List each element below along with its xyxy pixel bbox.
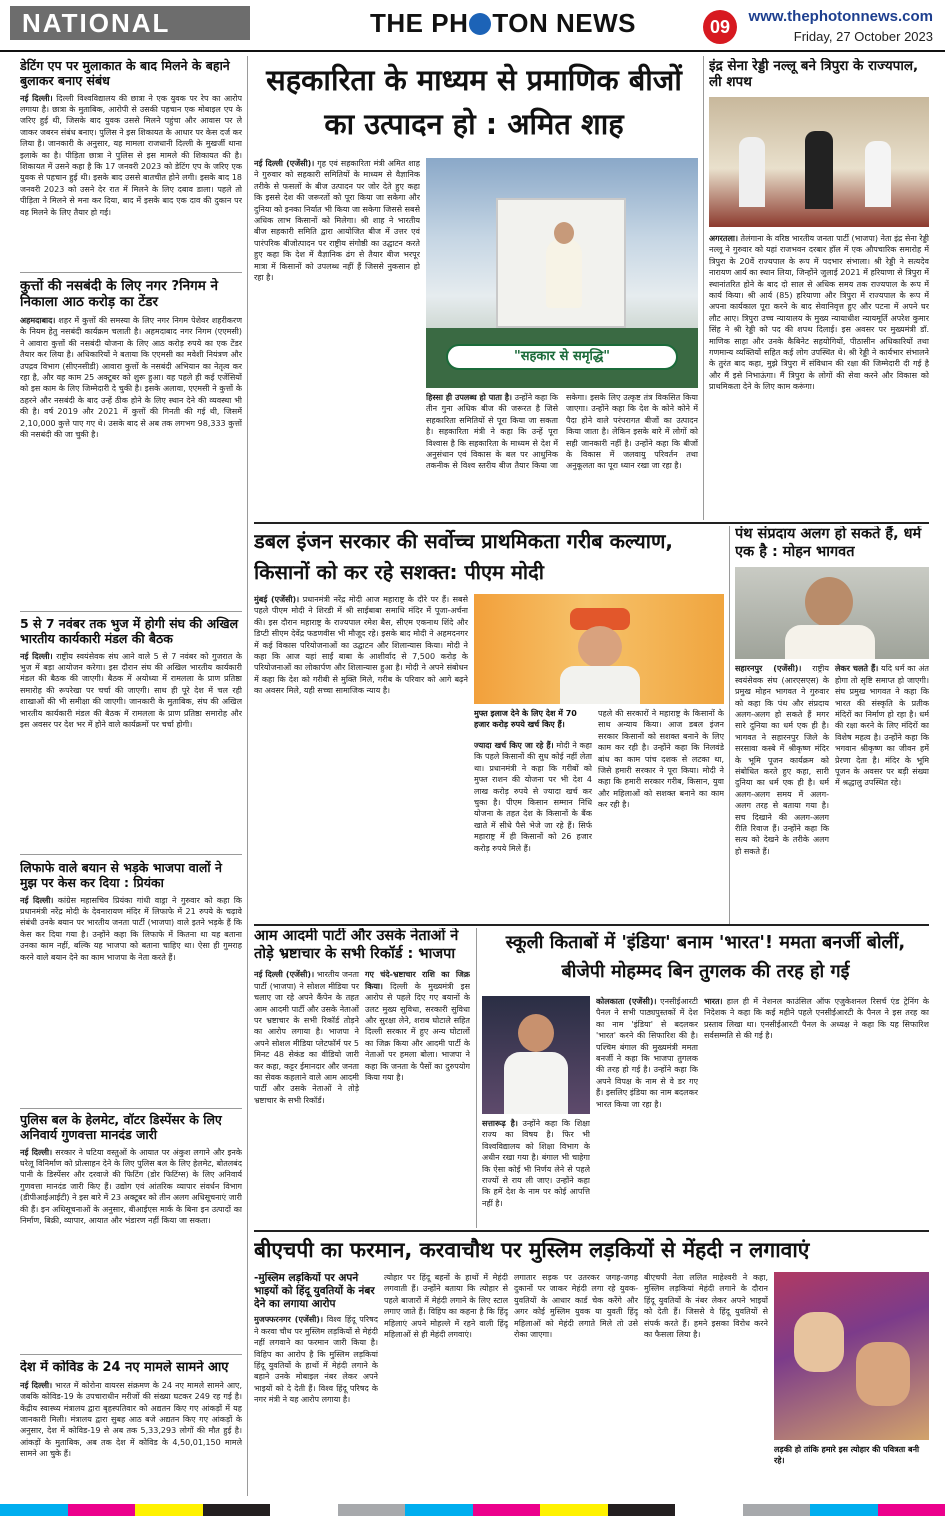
dateline: नई दिल्ली। (20, 651, 53, 661)
color-chip (68, 1504, 136, 1516)
headline: लिफाफे वाले बयान से भड़के भाजपा वालों ने मुझ पर केस कर दिया : प्रियंका (20, 860, 222, 891)
story-body-2: लेकर चलते हैं। यदि धर्म का अंत होगा तो सृष्टि समाप्त हो जाएगी। संघ प्रमुख भागवत ने कहा कि भारत की संस्कृति के प्रतीक मंदिरों का निर्माण हो रहा है। धर्म की रक्षा करने के लिए मंदिरों का विशेष महत्व है। उन्होंने कहा कि भगवान श्रीकृष्ण का जीवन हमें प्रेरणा देता है। मंदिर के भूमि पूजन के अवसर पर बड़ी संख्या में श्रद्धालु उपस्थित रहे। (835, 664, 929, 788)
dateline: मुजफ्फरनगर (एजेंसी)। (254, 1315, 323, 1325)
stage-banner: "सहकार से समृद्धि" (446, 344, 678, 370)
modi-headline (254, 526, 724, 590)
color-chip (405, 1504, 473, 1516)
headline: स्कूली किताबों में 'इंडिया' बनाम 'भारत'! ममता बनर्जी बोलीं, बीजेपी मोहम्मद बिन तुगलक की तरह हो गई (505, 932, 906, 982)
headline: कुत्तों की नसबंदी के लिए नगर ?निगम ने निकाला आठ करोड़ का टेंडर (20, 278, 219, 311)
story-body: नई दिल्ली। सरकार ने घटिया वस्तुओं के आयात पर अंकुश लगाने और इनके घरेलू विनिर्माण को प्रोत्साहन देने के लिए पुलिस बल के लिए हेलमेट, बोतलबंद पानी के डिस्पेंसर और दरवाजे की फिटिंग (डोर फिटिंग्स) के लिए अनिवार्य गुणवत्ता मानदंड जारी किए हैं। उद्योग एवं आंतरिक व्यापार संवर्धन विभाग (डीपीआईआईटी) ने इस बारे में 23 अक्टूबर को तीन अलग अधिसूचनाएं जारी की हैं। इन अधिसूचनाओं के अनुसार, बीआईएस मार्क के बिना इन उत्पादों का निर्माण, बिक्री, व्यापार, आयात और भंडारण नहीं किया जा सकता। (20, 1147, 242, 1225)
dateline: हिस्सा ही उपलब्ध हो पाता है। (426, 393, 513, 402)
color-chip (810, 1504, 878, 1516)
logo-text: THE PH (370, 8, 469, 38)
story-body: बीएचपी नेता ललित माहेश्वरी ने कहा, मुस्लिम लड़कियां मेहंदी लगाने के दौरान हिंदू युवतियों के नंबर लेकर अपने भाइयों को देती हैं। जिससे वे हिंदू युवतियों से संपर्क करते हैं। हमने इसका विरोध करने का फैसला लिया है। (644, 1273, 768, 1340)
headline: इंद्र सेना रेड्डी नल्लू बने त्रिपुरा के राज्यपाल, ली शपथ (709, 58, 919, 91)
dateline: गए चंदे-भ्रष्टाचार राशि का जिक्र किया। (365, 970, 470, 991)
story-body: नई दिल्ली। भारत में कोरोना वायरस संक्रमण के 24 नए मामले सामने आए, जबकि कोविड-19 के उपचाराधीन मरीजों की संख्या घटकर 249 रह गई है। केंद्रीय स्वास्थ्य मंत्रालय द्वारा बृहस्पतिवार को अद्यतन किए गए आंकड़ों में यह जानकारी मिली। मंत्रालय द्वारा सुबह आठ बजे अद्यतन किए गए आंकड़ों के अनुसार, देश में कोविड-19 से अब तक 5,33,293 लोगों की मौत हुई है। आंकड़ों के मुताबिक, अब तक देश में कोविड के 4,50,01,150 मामले सामने आ चुके हैं। (20, 1380, 242, 1459)
story-body: पहले की सरकारों ने महाराष्ट्र के किसानों के साथ अन्याय किया। आज डबल इंजन सरकार किसानों को सशक्त बनाने के लिए काम कर रही है। उन्होंने कहा कि निलवंडे बांध का काम पांच दशक से लटका था, जिसे हमारी सरकार ने पूरा किया। मोदी ने कहा कि हमारी सरकार गरीब, किसान, युवा और महिलाओं को सशक्त बनाने का काम कर रही है। (598, 709, 724, 810)
story-body: सत्तारूढ़ है। उन्होंने कहा कि शिक्षा राज्य का विषय है। फिर भी विश्वविद्यालय को शिक्षा विभाग के अधीन रखा गया है। बंगाल भी चाहेगा कि ऐसा कोई भी निर्णय लेने से पहले राज्यों से राय ली जाए। उन्होंने कहा कि हमें देश के नाम पर कोई आपत्ति नहीं है। (482, 1119, 590, 1208)
lead-body-left (254, 158, 420, 520)
left-story-6 (20, 1360, 242, 1496)
headline: बीएचपी का फरमान, करवाचौथ पर मुस्लिम लड़कियों से मेंहदी न लगावाएं (254, 1238, 810, 1262)
color-chip (878, 1504, 945, 1516)
color-registration-bar (0, 1504, 945, 1516)
page-number: 09 (703, 10, 737, 44)
mamata-headline (482, 928, 929, 990)
headline: देश में कोविड के 24 नए मामले सामने आए (20, 1360, 229, 1375)
story-body: नई दिल्ली। राष्ट्रीय स्वयंसेवक संघ आने वाले 5 से 7 नवंबर को गुजरात के भुज में बड़ा आयोजन करेगा। इस दौरान संघ की अखिल भारतीय कार्यकारी मंडल की बैठक की जाएगी। बैठक में अयोध्या में रामलला के प्राण प्रतिष्ठा समारोह की रूपरेखा पर चर्चा की जाएगी। साथ ही पूरे देश में चल रही शाखाओं की भी समीक्षा की जाएगी। जानकारी के मुताबिक, संघ की अखिल भारतीय कार्यकारी मंडल की बैठक में रामलला के प्राण प्रतिष्ठा समारोह और इस अवसर पर देश भर में होने वाले कार्यक्रमों पर चर्चा होगी। (20, 651, 242, 729)
masthead (0, 0, 945, 52)
headline: पंथ संप्रदाय अलग हो सकते हैं, धर्म एक है : मोहन भागवत (735, 526, 922, 560)
dateline: भारत। (704, 997, 723, 1006)
left-story-3 (20, 616, 242, 852)
dateline: सहारनपुर (एजेंसी)। (735, 664, 802, 674)
modi-body-left (254, 594, 468, 920)
color-chip (0, 1504, 68, 1516)
story-body: भारत। हाल ही में नेशनल काउंसिल ऑफ एजुकेशनल रिसर्च एंड ट्रेनिंग के निदेशक ने कहा कि कई महीने पहले एनसीईआरटी के पैनल ने इस तरह का प्रस्ताव लिखा था। एनसीईआरटी पैनल के अध्यक्ष ने कहा कि यह सिफारिश सर्वसम्मति से की गई है। (704, 997, 929, 1041)
color-chip (135, 1504, 203, 1516)
aap-story (254, 928, 470, 1228)
modi-photo (474, 594, 724, 704)
color-chip (338, 1504, 406, 1516)
vhp-col-3 (514, 1272, 638, 1496)
bhagwat-story (735, 526, 929, 922)
lead-body-right (426, 392, 698, 520)
dateline: मुंबई (एजेंसी)। (254, 595, 300, 604)
dateline: नई दिल्ली। (20, 1147, 53, 1157)
story-body: नई दिल्ली। कांग्रेस महासचिव प्रियंका गांधी वाड्रा ने गुरुवार को कहा कि प्रधानमंत्री नरेंद्र मोदी के देवनारायण मंदिर में लिफाफे में 21 रुपये के चढ़ावे संबंधी उनके बयान पर भारतीय जनता पार्टी (भाजपा) वाले इतने भड़के हैं कि केस कर दिया गया है। उन्होंने कहा कि लिफाफे में कितना था यह बताना उनका काम नहीं, बल्कि यह भाजपा को बताना चाहिए था। ऐसा ही गुमराह करने वाले बयान देने का काम भाजपा के नेता करते हैं। (20, 895, 242, 962)
left-story-2 (20, 278, 242, 608)
color-chip (540, 1504, 608, 1516)
color-chip (743, 1504, 811, 1516)
color-chip (203, 1504, 271, 1516)
issue-date: Friday, 27 October 2023 (793, 29, 933, 44)
story-body: मुजफ्फरनगर (एजेंसी)। विश्व हिंदू परिषद ने करवा चौथ पर मुस्लिम लड़कियों से मेहंदी नहीं लगवाने का फरमान जारी किया है। विहिप का आरोप है कि मुस्लिम लड़कियां हिंदू युवतियों के हाथों में मेहंदी लगाने के बहाने उनके मोबाइल नंबर लेकर अपने भाइयों को दे देती हैं। विश्व हिंदू परिषद के नगर मंत्री ने यह आरोप लगाया है। (254, 1315, 378, 1405)
story-body: अहमदाबाद। शहर में कुत्तों की समस्या के लिए नगर निगम पेशेवर शहरीकरण के नियम हेतु नसबंदी कार्यक्रम चलाती है। अहमदाबाद नगर निगम (एएमसी) ने आवारा कुत्तों की नसबंदी योजना के लिए आठ करोड़ रुपये का एक टेंडर तैयार कर लिया है। अधिकारियों ने बताया कि एएमसी का मवेशी नियंत्रण और उपद्रव विभाग (सीएनसीडी) आवारा कुत्तों के नसबंदी अभियान का नेतृत्व कर रहा है, और वह काम 25 अक्टूबर को शुरू हुआ। वह पहले ही कई एजेंसियों को इस काम के लिए जिम्मेदारी दे चुकी है। इसके अलावा, एएमसी ने कुत्तों के ठहरने और नसबंदी के बाद उन्हें ठीक होने के लिए स्थान देने की व्यवस्था भी की है। वर्ष 2019 और 2021 में कुत्तों की गिनती की गई थी, जिसमें 2,10,000 कुत्ते पाए गए थे। उसके बाद से अब तक लगभग 98,333 कुत्तों की नसबंदी की जा चुकी है। (20, 315, 242, 439)
story-body: ज्यादा खर्च किए जा रहे हैं। मोदी ने कहा कि पहले किसानों की सुध कोई नहीं लेता था। प्रधानमंत्री ने कहा कि गरीबों को मुफ्त राशन की योजना पर भी देश 4 लाख करोड़ रुपये से ज्यादा खर्च कर चुका है। पीएम किसान सम्मान निधि योजना के तहत देश के किसानों के बैंक खाते में सीधे पैसे भेजे जा रहे हैं। सिर्फ महाराष्ट्र में ही किसानों को 26 हजार करोड़ रुपये मिले हैं। (474, 741, 592, 853)
dateline: सत्तारूढ़ है। (482, 1119, 518, 1128)
headline: डेटिंग एप पर मुलाकात के बाद मिलने के बहाने बुलाकर बनाए संबंध (20, 58, 230, 89)
color-chip (675, 1504, 743, 1516)
dateline: अगरतला। (709, 233, 738, 243)
story-body: लगातार सड़क पर उतरकर जगह-जगह दुकानों पर जाकर मेहंदी लगा रहे युवक-युवतियों के आधार कार्ड चेक करेंगे और अगर कोई मुस्लिम युवक या युवती हिंदू महिलाओं को मेहंदी लगाते मिले तो उसे रोका जाएगा। (514, 1273, 638, 1340)
vhp-col-4 (644, 1272, 768, 1496)
bhagwat-photo (735, 567, 929, 659)
dateline: कोलकाता (एजेंसी)। (596, 997, 657, 1006)
story-body: नई दिल्ली (एजेंसी)। भारतीय जनता पार्टी (भाजपा) ने सोशल मीडिया पर चलाए जा रहे अपने कैंपेन के तहत आम आदमी पार्टी और उसके नेताओं पर भ्रष्टाचार के सभी रिकॉर्ड तोड़ने का आरोप लगाया है। भाजपा ने अपने सोशल मीडिया प्लेटफॉर्म पर 5 मिनट 48 सेकंड का वीडियो जारी कर कहा, कट्टर ईमानदार और जनता का सेवक कहलाने वाले आम आदमी पार्टी और उसके नेताओं ने तोड़े भ्रष्टाचार के सभी रिकॉर्ड। (254, 970, 359, 1105)
mamata-body-middle (482, 1118, 590, 1224)
color-chip (608, 1504, 676, 1516)
website-link[interactable]: www.thephotonnews.com (748, 8, 933, 25)
story-body: नई दिल्ली (एजेंसी)। गृह एवं सहकारिता मंत्री अमित शाह ने गुरुवार को सहकारी समितियों के माध्यम से वैज्ञानिक तरीके से फसलों के बीज उत्पादन पर जोर देते हुए कहा कि इससे देश की जरूरतों को पूरा किया जा सकेगा और दुनिया को इनका निर्यात भी किया जा सकेगा जिससे सबसे अधिक लाभ किसानों को मिलेगा। श्री शाह ने भारतीय बीज सहकारी समिति द्वारा आयोजित बीज में उत्तर एवं पारंपरिक बीजोत्पादन पर राष्ट्रीय संगोष्ठी का उद्घाटन करते हुए कहा कि देश में वैज्ञानिक ढंग से तैयार बीज भरपूर मात्रा में किसानों को उपलब्ध नहीं हैं जिससे नुकसान हो रहा है। (254, 159, 420, 283)
vhp-photo-caption (774, 1444, 929, 1496)
dateline: अहमदाबाद। (20, 315, 56, 325)
color-chip (270, 1504, 338, 1516)
story-body: मुंबई (एजेंसी)। प्रधानमंत्री नरेंद्र मोदी आज महाराष्ट्र के दौरे पर हैं। सबसे पहले पीएम मोदी ने शिरडी में श्री साईबाबा समाधि मंदिर में पूजा-अर्चना की। इस दौरान महाराष्ट्र के राज्यपाल रमेश बैस, सीएम एकनाथ शिंदे और डिप्टी सीएम देवेंद्र फडणवीस भी मौजूद रहे। इसके बाद मोदी ने अहमदनगर में कई विकास परियोजनाओं का उद्घाटन और शिलान्यास किया। मोदी ने कहा कि आज यहां साईं बाबा के आशीर्वाद से 7,500 करोड़ के परियोजनाओं का लोकार्पण और शिलान्यास हुआ है। मोदी ने अपने संबोधन में कहा कि देश को गरीबी से मुक्ति मिले, गरीब के परिवार को आगे बढ़ने का अवसर मिले, यही सच्चा सामाजिक न्याय है। (254, 595, 468, 696)
lead-photo (426, 158, 698, 388)
headline: डबल इंजन सरकार की सर्वोच्च प्राथमिकता गरीब कल्याण, किसानों को कर रहे सशक्त: पीएम मोदी (254, 529, 673, 584)
dateline: नई दिल्ली (एजेंसी)। (254, 970, 315, 980)
subheadline: -मुस्लिम लड़कियों पर अपने भाइयों को हिंदू युवतियों के नंबर देने का लगाया आरोप (254, 1272, 375, 1310)
story-body: कोलकाता (एजेंसी)। एनसीईआरटी पैनल ने सभी पाठ्यपुस्तकों में देश का नाम 'इंडिया' से बदलकर 'भारत' करने की सिफारिश की है। पश्चिम बंगाल की मुख्यमंत्री ममता बनर्जी ने कहा कि भाजपा तुगलक की तरह हो गई है। उन्होंने कहा कि अपने विपक्ष के नाम से वे डर गए हैं। इसलिए इंडिया का नाम बदलकर भारत किया जा रहा है। (596, 997, 698, 1109)
modi-body-middle (474, 740, 592, 920)
mamata-body-right (704, 996, 929, 1224)
governor-photo (709, 97, 929, 227)
vhp-photo (774, 1272, 929, 1440)
left-story-1 (20, 58, 242, 270)
dateline: लेकर चलते हैं। (835, 664, 879, 674)
dateline: ज्यादा खर्च किए जा रहे हैं। (474, 741, 554, 750)
dateline: नई दिल्ली। (20, 895, 54, 905)
dateline: नई दिल्ली (एजेंसी)। (254, 159, 315, 168)
vhp-col-2 (384, 1272, 508, 1496)
story-body: अगरतला। तेलंगाना के वरिष्ठ भारतीय जनता पार्टी (भाजपा) नेता इंद्र सेना रेड्डी नल्लू ने गुरुवार को यहां राजभवन दरबार हॉल में एक औपचारिक समारोह में त्रिपुरा के 20वें राज्यपाल के रूप में पदभार संभाला। श्री रेड्डी ने सत्यदेव नारायण आर्य का स्थान लिया, जिन्होंने जुलाई 2021 में हरियाणा से त्रिपुरा में स्थानांतरित होने के बाद दो साल से अधिक समय तक राज्यपाल के रूप में कार्य किया। श्री आर्य (85) हरियाणा और त्रिपुरा में राज्यपाल के रूप में अपना कार्यकाल पूरा करने के बाद सेवानिवृत्त हुए और पटना में अपने घर लौट आए। त्रिपुरा उच्च न्यायालय के मुख्य न्यायाधीश न्यायमूर्ति अपरेश कुमार सिंह ने श्री रेड्डी को पद की शपथ दिलाई। इस अवसर पर मुख्यमंत्री डॉ. माणिक साहा और उनके कैबिनेट सहयोगियों, पीठासीन अधिकारियों तथा गणमान्य व्यक्तियों सहित कई लोग उपस्थित थे। श्री रेड्डी ने कार्यभार संभालने के तुरंत बाद कहा, मुझे त्रिपुरा में संविधान की रक्षा की जिम्मेदारी दी गई है और मैं इसे निभाऊंगा। मैं त्रिपुरा के लोगों की सेवा करने और विकास को प्राथमिकता देने के लिए काम करूंगा। (709, 233, 929, 392)
vhp-headline (254, 1234, 929, 1268)
mamata-photo (482, 996, 590, 1114)
headline: 5 से 7 नवंबर तक भुज में होगी संघ की अखिल भारतीय कार्यकारी मंडल की बैठक (20, 616, 239, 647)
headline: आम आदमी पार्टी और उसके नेताओं ने तोड़े भ्रष्टाचार के सभी रिकॉर्ड : भाजपा (254, 928, 459, 962)
dateline: नई दिल्ली। (20, 1380, 53, 1390)
globe-icon (469, 13, 491, 35)
modi-body-right (598, 708, 724, 920)
caption: लड़की हो तांकि हमारे इस त्योहार की पवित्रता बनी रहे। (774, 1445, 920, 1465)
left-story-5 (20, 1112, 242, 1352)
story-body: हिस्सा ही उपलब्ध हो पाता है। उन्होंने कहा कि तीन गुना अधिक बीज की जरूरत है जिसे सहकारिता समितियों से पूरा किया जा सकता है। सहकारिता मंत्री ने कहा कि उन्हें पूरा विश्वास है कि सहकारिता के माध्यम से देश में अनुसंधान एवं विकास के बल पर आधुनिक तकनीक से विश्व स्तरीय बीज तैयार किया जा सकेगा। इसके लिए उत्कृष्ट तंत्र विकसित किया जाएगा। उन्होंने कहा कि देश के कोने कोने में पैदा होने वाले परंपरागत बीजों का उत्पादन किया जाता है। लेकिन इसके बारे में लोगों को सही जानकारी नहीं है। उन्होंने कहा कि बीजों के विकास में जलवायु परिवर्तन तथा अनुकूलता का पूरा ध्यान रखा जा रहा है। (426, 393, 698, 471)
dateline: नई दिल्ली। (20, 93, 53, 103)
section-tag: NATIONAL (10, 6, 250, 40)
story-body: त्योहार पर हिंदू बहनों के हाथों में मेहंदी लगवाती हैं। उन्होंने बताया कि त्योहार से पहले बाजारों में मेहंदी लगाने के लिए स्टाल लगाए जाते हैं। विहिप का कहना है कि हिंदू महिलाएं अपने मोहल्ले में रहने वाली हिंदू महिलाओं से ही मेहंदी लगवाएं। (384, 1273, 508, 1340)
story-body: नई दिल्ली। दिल्ली विश्वविद्यालय की छात्रा ने एक युवक पर रेप का आरोप लगाया है। छात्रा के मुताबिक, आरोपी से उसकी पहचान एक मोबाइल एप के जरिए हुई थी, जिसके बाद युवक उससे मिलने पहुंचा और आवास पर ले जाकर जबरन संबंध बनाए। पुलिस ने इस शिकायत के आधार पर केस दर्ज कर लिया है। जानकारी के अनुसार, यह मामला राजधानी दिल्ली के मुखर्जी थाना इलाके का है। पीड़िता छात्रा ने पुलिस से इस मामले की शिकायत की है। शिकायत में उसने कहा है कि 17 जनवरी 2023 को डेटिंग एप के जरिए एक युवक से पहचान हुई थी। इसके बाद उससे बातचीत होने लगी। इसके बाद 18 जनवरी 2023 को उसने देर रात में मिलने के लिए दबाव डाला। पहले तो पीड़िता ने मिलने से मना कर दिया, बाद में इसके बाद एक दाव की दुकान पर वह मिलने के लिए तैयार हो गई। (20, 93, 242, 217)
lead-headline (254, 58, 694, 154)
story-body: सहारनपुर (एजेंसी)। राष्ट्रीय स्वयंसेवक संघ (आरएसएस) के प्रमुख मोहन भागवत ने गुरुवार को कहा कि पंथ और संप्रदाय अलग-अलग हो सकते हैं मगर सारे दुनिया का धर्म एक ही है। भागवत ने सहारनपुर जिले के सरसावा कस्बे में श्रीकृष्ण मंदिर के भूमि पूजन कार्यक्रम को संबोधित करते हुए कहा, सारी दुनिया का धर्म एक ही है। धर्म अलग-अलग समय में अलग-अलग तरह से बताया गया है। सच दिखाने की अलग-अलग रीति रिवाज हैं। उन्होंने कहा कि सत्य को देखने के तरीके अलग हो सकते हैं। (735, 664, 829, 856)
paper-logo: THE PH TON NEWS (370, 8, 636, 38)
color-chip (473, 1504, 541, 1516)
left-story-4 (20, 860, 242, 1106)
caption: मुफ्त इलाज देने के लिए देश में 70 हजार करोड़ रुपये खर्च किए हैं। (474, 709, 577, 729)
headline: सहकारिता के माध्यम से प्रमाणिक बीजों का उत्पादन हो : अमित शाह (266, 63, 682, 141)
vhp-col-1 (254, 1272, 378, 1496)
mamata-body-left (596, 996, 698, 1224)
story-body-2: गए चंदे-भ्रष्टाचार राशि का जिक्र किया। दिल्ली के मुख्यमंत्री इस आरोप से पहले दिए गए बयानों के उलट मुख्य सुविधा, सरकारी सुविधा और सुरक्षा लेने, शराब घोटाले सहित दिल्ली सरकार में हुए अन्य घोटालों का जिक्र किया और आदमी पार्टी के नेताओं पर हमला बोला। भाजपा ने कहा कि जनता के पैसों का दुरुपयोग किया गया है। (365, 970, 470, 1083)
governor-story (709, 58, 929, 520)
modi-photo-caption (474, 708, 592, 738)
headline: पुलिस बल के हेलमेट, वॉटर डिस्पेंसर के लिए अनिवार्य गुणवत्ता मानदंड जारी (20, 1112, 222, 1143)
